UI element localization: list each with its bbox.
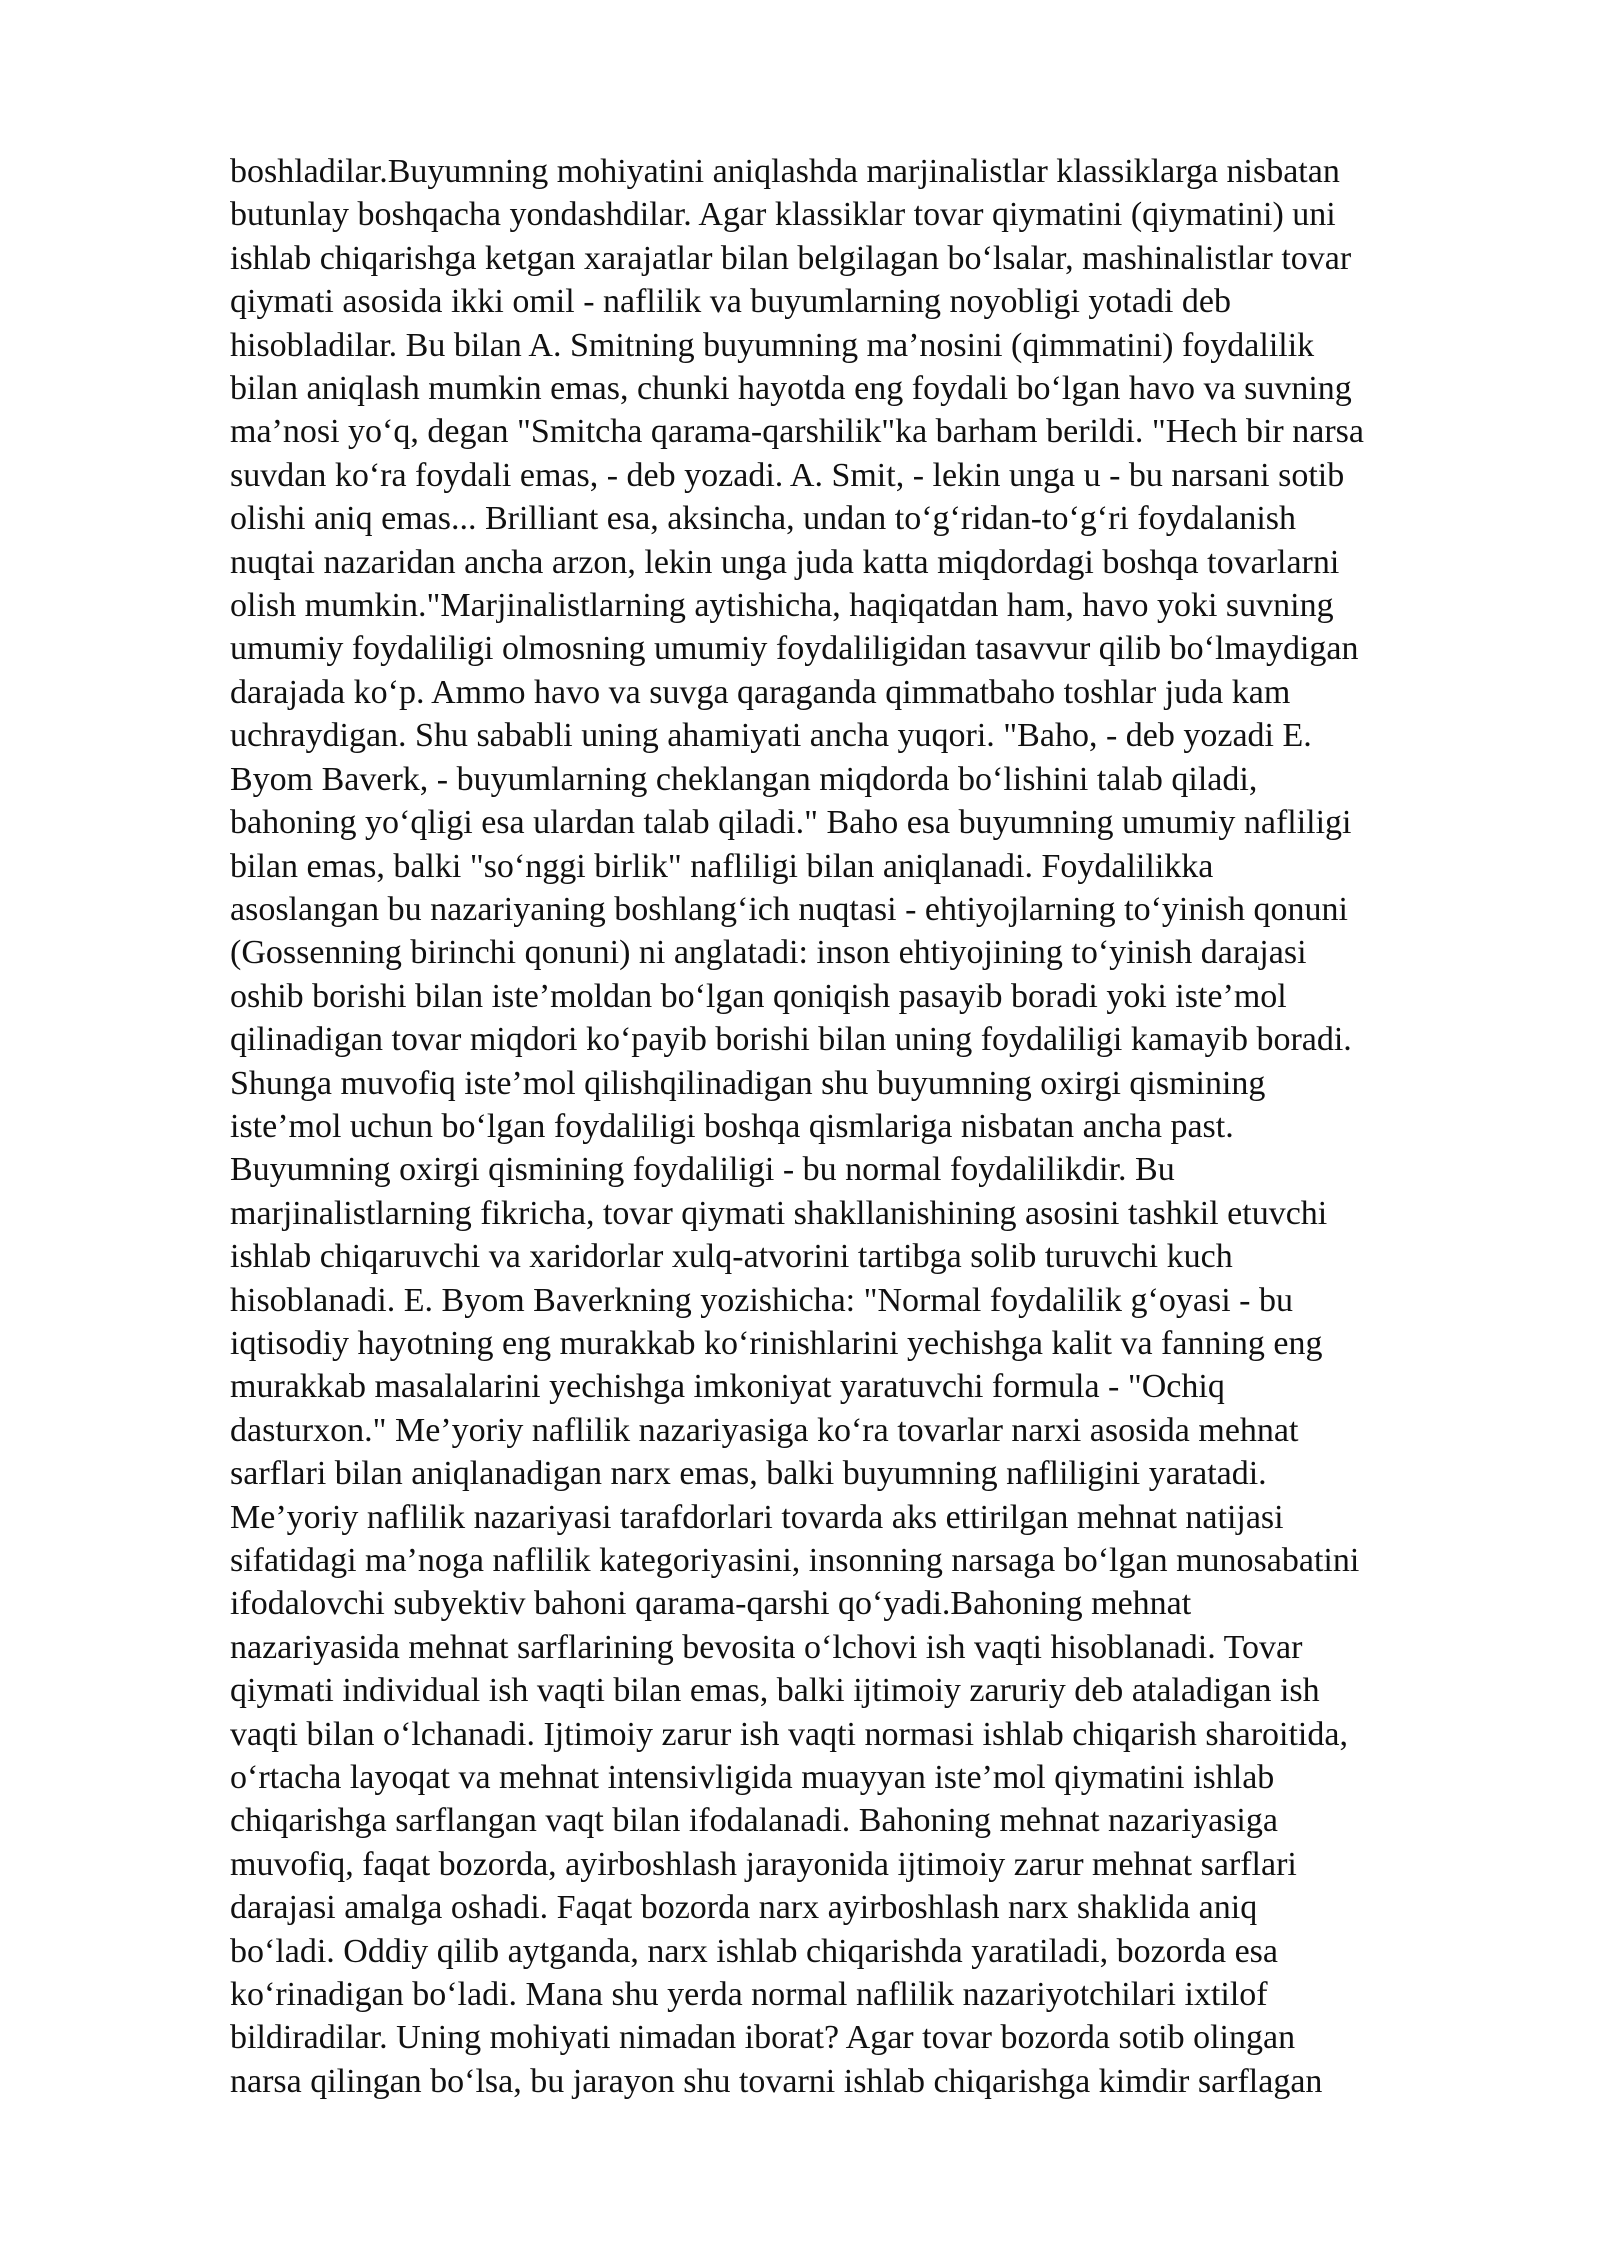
text-line: oshib borishi bilan iste’moldan bo‘lgan qoniqish pasayib boradi yoki iste’mol [230, 977, 1287, 1015]
text-line: iqtisodiy hayotning eng murakkab ko‘rinishlarini yechishga kalit va fanning eng [230, 1324, 1323, 1362]
text-line: narsa qilingan bo‘lsa, bu jarayon shu tovarni ishlab chiqarishga kimdir sarflagan [230, 2062, 1323, 2100]
text-line: darajada ko‘p. Ammo havo va suvga qaraganda qimmatbaho toshlar juda kam [230, 673, 1291, 711]
text-line: ifodalovchi subyektiv bahoni qarama-qarshi qo‘yadi.Bahoning mehnat [230, 1585, 1192, 1623]
text-line: murakkab masalalarini yechishga imkoniyat yaratuvchi formula - "Ochiq [230, 1368, 1225, 1406]
text-line: olish mumkin."Marjinalistlarning aytishicha, haqiqatdan ham, havo yoki suvning [230, 587, 1334, 625]
text-line: nazariyasida mehnat sarflarining bevosita o‘lchovi ish vaqti hisoblanadi. Tovar [230, 1628, 1303, 1666]
text-line: iste’mol uchun bo‘lgan foydaliligi boshqa qismlariga nisbatan ancha past. [230, 1107, 1234, 1145]
text-line: qiymati asosida ikki omil - naflilik va buyumlarning noyobligi yotadi deb [230, 283, 1231, 321]
text-line: hisobladilar. Bu bilan A. Smitning buyumning ma’nosini (qimmatini) foydalilik [230, 326, 1315, 364]
text-line: umumiy foydaliligi olmosning umumiy foydaliligidan tasavvur qilib bo‘lmaydigan [230, 630, 1359, 668]
text-line: bo‘ladi. Oddiy qilib aytganda, narx ishlab chiqarishda yaratiladi, bozorda esa [230, 1932, 1279, 1970]
text-line: ishlab chiqaruvchi va xaridorlar xulq-atvorini tartibga solib turuvchi kuch [230, 1238, 1233, 1276]
text-line: Buyumning oxirgi qismining foydaliligi - bu normal foydalilikdir. Bu [230, 1151, 1175, 1189]
text-line: asoslangan bu nazariyaning boshlang‘ich nuqtasi - ehtiyojlarning to‘yinish qonuni [230, 890, 1348, 928]
text-line: muvofiq, faqat bozorda, ayirboshlash jarayonida ijtimoiy zarur mehnat sarflari [230, 1845, 1297, 1883]
text-line: o‘rtacha layoqat va mehnat intensivligida muayyan iste’mol qiymatini ishlab [230, 1759, 1275, 1797]
text-line: (Gossenning birinchi qonuni) ni anglatadi: inson ehtiyojining to‘yinish darajasi [230, 934, 1307, 972]
text-line: darajasi amalga oshadi. Faqat bozorda narx ayirboshlash narx shaklida aniq [230, 1889, 1258, 1927]
text-line: boshladilar.Buyumning mohiyatini aniqlashda marjinalistlar klassiklarga nisbatan [230, 153, 1340, 190]
text-line: qilinadigan tovar miqdori ko‘payib borishi bilan uning foydaliligi kamayib boradi. [230, 1021, 1352, 1059]
text-line: ishlab chiqarishga ketgan xarajatlar bilan belgilagan bo‘lsalar, mashinalistlar tovar [230, 239, 1352, 277]
text-line: hisoblanadi. E. Byom Baverkning yozishicha: "Normal foydalilik g‘oyasi - bu [230, 1281, 1293, 1319]
text-line: qiymati individual ish vaqti bilan emas, balki ijtimoiy zaruriy deb ataladigan ish [230, 1672, 1320, 1710]
text-line: olishi aniq emas... Brilliant esa, aksincha, undan to‘g‘ridan-to‘g‘ri foydalanish [230, 500, 1297, 538]
body-text [230, 150, 1510, 2103]
text-line: sifatidagi ma’noga naflilik kategoriyasini, insonning narsaga bo‘lgan munosabatini [230, 1542, 1360, 1579]
text-line: ma’nosi yo‘q, degan "Smitcha qarama-qarshilik"ka barham berildi. "Hech bir narsa [230, 413, 1364, 451]
text-line: sarflari bilan aniqlanadigan narx emas, balki buyumning nafliligini yaratadi. [230, 1455, 1267, 1493]
text-line: nuqtai nazaridan ancha arzon, lekin unga juda katta miqdordagi boshqa tovarlarni [230, 543, 1340, 581]
text-line: chiqarishga sarflangan vaqt bilan ifodalanadi. Bahoning mehnat nazariyasiga [230, 1802, 1278, 1840]
text-line: dasturxon." Me’yoriy naflilik nazariyasiga ko‘ra tovarlar narxi asosida mehnat [230, 1411, 1299, 1449]
text-line: bilan emas, balki "so‘nggi birlik" nafliligi bilan aniqlanadi. Foydalilikka [230, 847, 1214, 885]
text-line: ko‘rinadigan bo‘ladi. Mana shu yerda normal naflilik nazariyotchilari ixtilof [230, 1976, 1268, 2014]
text-line: vaqti bilan o‘lchanadi. Ijtimoiy zarur ish vaqti normasi ishlab chiqarish sharoitida, [230, 1715, 1348, 1753]
text-line: bilan aniqlash mumkin emas, chunki hayotda eng foydali bo‘lgan havo va suvning [230, 370, 1352, 408]
text-line: uchraydigan. Shu sababli uning ahamiyati ancha yuqori. "Baho, - deb yozadi E. [230, 717, 1312, 755]
text-line: butunlay boshqacha yondashdilar. Agar klassiklar tovar qiymatini (qiymatini) uni [230, 196, 1336, 234]
text-line: bahoning yo‘qligi esa ulardan talab qiladi." Baho esa buyumning umumiy nafliligi [230, 804, 1352, 842]
text-line: suvdan ko‘ra foydali emas, - deb yozadi. A. Smit, - lekin unga u - bu narsani sotib [230, 456, 1345, 494]
text-line: Shunga muvofiq iste’mol qilishqilinadigan shu buyumning oxirgi qismining [230, 1064, 1266, 1102]
text-line: Byom Baverk, - buyumlarning cheklangan miqdorda bo‘lishini talab qiladi, [230, 760, 1258, 798]
text-line: Me’yoriy naflilik nazariyasi tarafdorlari tovarda aks ettirilgan mehnat natijasi [230, 1498, 1284, 1536]
text-line: marjinalistlarning fikricha, tovar qiymati shakllanishining asosini tashkil etuvchi [230, 1194, 1328, 1232]
text-line: bildiradilar. Uning mohiyati nimadan iborat? Agar tovar bozorda sotib olingan [230, 2019, 1296, 2057]
